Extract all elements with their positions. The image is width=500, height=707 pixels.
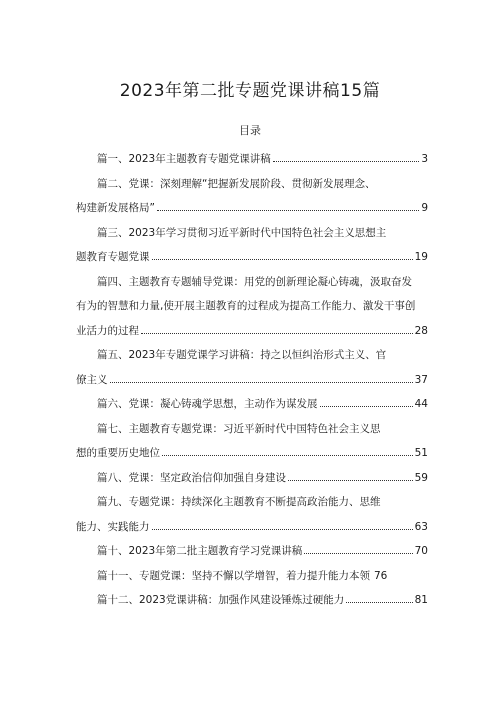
dot-leader [273, 161, 420, 162]
toc-entry-line [76, 221, 428, 246]
toc-entry[interactable] [76, 466, 428, 491]
toc-page-number: 63 [414, 520, 428, 533]
toc-entry-text: 篇十二、2023党课讲稿：加强作风建设锤炼过硬能力 [97, 594, 345, 606]
toc-entry-line [76, 417, 428, 442]
toc-entry-line [76, 343, 428, 368]
toc-page-number: 28 [414, 324, 428, 337]
toc-heading: 目录 [239, 124, 261, 137]
toc-entry[interactable] [76, 172, 428, 221]
toc-page-number: 19 [414, 251, 428, 263]
toc-entry-line [76, 172, 428, 197]
toc-entry-line [76, 441, 428, 466]
toc-entry-line [76, 270, 428, 295]
toc-entry-line [76, 196, 428, 221]
toc-entry-text: 有为的智慧和力量,使开展主题教育的过程成为提高工作能力、激发干事创 [76, 300, 416, 312]
toc-page-number: 76 [374, 569, 388, 582]
table-of-contents [76, 147, 428, 613]
toc-entry-text: 篇九、专题党课：持续深化主题教育不断提高政治能力、思维 [97, 496, 381, 508]
toc-entry-text: 僚主义 [76, 373, 108, 386]
toc-entry[interactable] [76, 588, 428, 613]
toc-entry-text: 篇十、2023年第二批主题教育学习党课讲稿 [97, 545, 303, 557]
toc-entry-text: 篇三、2023年学习贯彻习近平新时代中国特色社会主义思想主 [97, 226, 387, 239]
toc-page-number: 44 [414, 398, 428, 410]
toc-entry-text: 篇八、党课：坚定政治信仰加强自身建设 [97, 471, 286, 484]
toc-page-number: 70 [414, 545, 428, 557]
toc-entry-line [76, 490, 428, 515]
toc-entry[interactable] [76, 417, 428, 466]
toc-entry[interactable] [76, 221, 428, 270]
dot-leader [320, 406, 413, 407]
toc-entry-line [76, 294, 428, 319]
toc-entry-text: 业活力的过程 [76, 324, 139, 337]
toc-entry-line [76, 392, 428, 417]
dot-leader [157, 210, 419, 211]
toc-entry-text: 构建新发展格局” [76, 202, 155, 214]
toc-entry-line [76, 319, 428, 344]
toc-entry[interactable] [76, 490, 428, 539]
document-title: 2023年第二批专题党课讲稿15篇 [119, 81, 381, 101]
dot-leader [346, 602, 412, 603]
toc-entry-line [76, 466, 428, 491]
toc-entry-line [76, 368, 428, 393]
toc-entry-text: 篇十一、专题党课：坚持不懈以学增智，着力提升能力本领 [97, 569, 370, 582]
dot-leader [152, 259, 413, 260]
toc-entry-line [76, 539, 428, 564]
toc-entry-text: 篇七、主题教育专题党课：习近平新时代中国特色社会主义思 [97, 422, 381, 435]
dot-leader [162, 455, 413, 456]
toc-page-number: 59 [414, 471, 428, 484]
toc-entry-text: 篇四、主题教育专题辅导党课：用党的创新理论凝心铸魂，汲取奋发 [97, 275, 412, 288]
toc-entry-line [76, 564, 428, 589]
toc-entry[interactable] [76, 147, 428, 172]
dot-leader [110, 382, 413, 383]
toc-entry-text: 篇二、党课：深刻理解“把握新发展阶段、贯彻新发展理念、 [97, 177, 376, 190]
toc-page-number: 9 [421, 202, 428, 214]
toc-entry[interactable] [76, 392, 428, 417]
dot-leader [288, 480, 413, 481]
dot-leader [141, 333, 413, 334]
toc-entry-text: 篇六、党课：凝心铸魂学思想，主动作为谋发展 [97, 398, 318, 410]
toc-entry[interactable] [76, 539, 428, 564]
toc-page-number: 3 [421, 153, 428, 165]
toc-page-number: 37 [414, 373, 428, 386]
dot-leader [152, 529, 413, 530]
toc-entry-line [76, 245, 428, 270]
toc-entry-line [76, 588, 428, 613]
toc-entry[interactable] [76, 270, 428, 344]
toc-entry-text: 篇五、2023年专题党课学习讲稿：持之以恒纠治形式主义、官 [97, 349, 387, 361]
toc-entry-text: 能力、实践能力 [76, 520, 150, 533]
toc-entry-text: 题教育专题党课 [76, 251, 150, 263]
toc-page-number: 51 [414, 447, 428, 459]
toc-entry[interactable] [76, 564, 428, 589]
dot-leader [304, 553, 412, 554]
toc-entry-text: 篇一、2023年主题教育专题党课讲稿 [97, 153, 271, 165]
toc-entry[interactable] [76, 343, 428, 392]
toc-entry-line [76, 515, 428, 540]
toc-entry-text: 想的重要历史地位 [76, 447, 160, 459]
toc-page-number: 81 [414, 594, 428, 606]
toc-entry-line [76, 147, 428, 172]
